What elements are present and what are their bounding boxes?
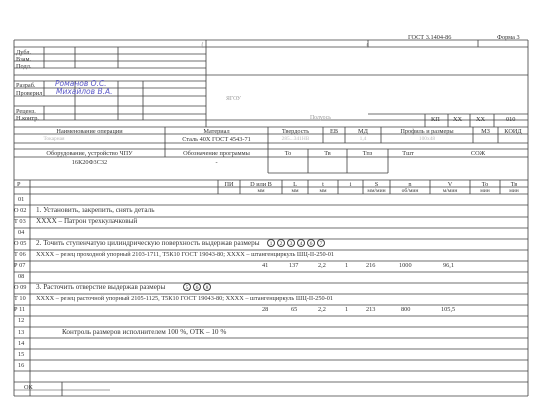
dimension-circle: 3 bbox=[287, 239, 295, 247]
r07-t: 2,2 bbox=[318, 262, 326, 269]
row-code: О 02 bbox=[14, 207, 27, 214]
r07-v: 96,1 bbox=[443, 262, 455, 269]
row-text: ХХХХ – Патрон трехкулачковый bbox=[36, 217, 138, 225]
profile-value: 100х48 bbox=[418, 136, 436, 142]
r11-d: 65 bbox=[291, 306, 298, 313]
mode-t: t bbox=[322, 181, 324, 188]
col-tverdost: Твердость bbox=[281, 128, 310, 135]
r07-n: 1000 bbox=[399, 262, 412, 269]
row-text: 1. Установить, закрепить, снять деталь bbox=[36, 206, 155, 214]
col-tv: Тв bbox=[324, 150, 331, 157]
r11-t: 2,2 bbox=[318, 306, 326, 313]
row-code: 16 bbox=[18, 362, 25, 369]
row-code: 12 bbox=[18, 317, 25, 324]
col-tpz: Тпз bbox=[362, 150, 373, 157]
row-code: 04 bbox=[18, 229, 25, 236]
recenz-label: Реценз. bbox=[16, 108, 36, 115]
unit-d: мм bbox=[257, 188, 265, 194]
mode-tv: Тв bbox=[510, 181, 518, 188]
vzam-label: Взам. bbox=[16, 56, 32, 63]
proveril-label: Проверил bbox=[16, 90, 43, 97]
r11-l: 28 bbox=[262, 306, 269, 313]
gost-form-number: ГОСТ 3.1404-86 bbox=[408, 34, 452, 41]
col-equipment: Оборудование, устройство ЧПУ bbox=[46, 150, 133, 157]
dimension-circle: 5 bbox=[183, 283, 191, 291]
dimension-circle: 7 bbox=[317, 239, 325, 247]
mode-l: L bbox=[293, 181, 297, 188]
row-text: ХХХХ – резец расточной упорный 2105-1125, Т5К10 ГОСТ 19043-80; ХХХХ – штангенциркуль ШЦ-II-250-01 bbox=[36, 295, 334, 302]
unit-to: мин bbox=[480, 188, 490, 194]
col-to: То bbox=[284, 150, 292, 157]
mode-p: Р bbox=[17, 181, 21, 188]
r07-i: 1 bbox=[345, 262, 349, 269]
row-text: Контроль размеров исполнителем 100 %, ОТК – 10 % bbox=[62, 328, 227, 336]
dimension-circle: 2 bbox=[277, 239, 285, 247]
row-code: 13 bbox=[18, 329, 25, 336]
razrab-label: Разраб. bbox=[16, 82, 36, 89]
r11-s: 213 bbox=[366, 306, 376, 313]
row-text: 3. Расточить отверстие выдержав размеры bbox=[36, 283, 166, 291]
col-ev: ЕВ bbox=[329, 128, 339, 135]
podl-label: Подл. bbox=[16, 63, 32, 70]
md-value: 1,4 bbox=[359, 136, 367, 142]
row-text: 2. Точить ступенчатую цилиндрическую поверхность выдержав размеры bbox=[36, 239, 260, 247]
razrab-signature: Романов О.С. bbox=[55, 79, 107, 88]
dimension-circle: 6 bbox=[307, 239, 315, 247]
r07-s: 216 bbox=[366, 262, 376, 269]
col-md: МД bbox=[358, 128, 368, 135]
row-code: 15 bbox=[18, 351, 25, 358]
r11-i: 1 bbox=[345, 306, 349, 313]
row-code: Т 06 bbox=[14, 251, 26, 258]
row-code: Р 11 bbox=[14, 306, 26, 313]
kp-cell-4: 010 bbox=[506, 116, 516, 123]
dimension-circle: 6 bbox=[193, 283, 201, 291]
dubl-label: Дубл. bbox=[16, 49, 32, 56]
r11-v: 105,5 bbox=[441, 306, 456, 313]
row-code: О 05 bbox=[14, 240, 27, 247]
mode-n: n bbox=[408, 181, 412, 188]
mode-to: То bbox=[481, 181, 489, 188]
row-code: Р 07 bbox=[14, 262, 26, 269]
dimension-circle: 8 bbox=[203, 283, 211, 291]
col-program: Обозначение программы bbox=[183, 150, 250, 157]
mode-i: i bbox=[349, 181, 352, 188]
unit-v: м/мин bbox=[442, 188, 458, 194]
r07-l: 41 bbox=[262, 262, 269, 269]
org-stamp: ЯГОУ bbox=[226, 96, 242, 102]
col-koid: КОИД bbox=[504, 128, 522, 135]
kp-cell-1: КП bbox=[431, 116, 440, 123]
nkontr-label: Н.контр. bbox=[16, 115, 39, 122]
unit-s: мм/мин bbox=[367, 188, 386, 194]
proveril-signature: Михайлов В.А. bbox=[56, 87, 113, 96]
col-mz: МЗ bbox=[481, 128, 490, 135]
mode-v: V bbox=[447, 181, 453, 188]
tverdost-value: 285...341НВ bbox=[281, 136, 310, 142]
r07-d: 137 bbox=[289, 262, 299, 269]
dimension-circle: 1 bbox=[267, 239, 275, 247]
col-material: Материал bbox=[203, 128, 230, 135]
row-code: Т 10 bbox=[14, 295, 26, 302]
row-text: ХХХХ – резец проходной упорный 2103-1711, Т5К10 ГОСТ 19043-80; ХХХХ – штангенциркуль ШЦ-II-250-01 bbox=[36, 251, 335, 258]
col-profile: Профиль и размеры bbox=[400, 128, 454, 135]
col-sozh: СОЖ bbox=[470, 150, 486, 157]
r11-n: 800 bbox=[401, 306, 411, 313]
col-tsht: Тшт bbox=[402, 150, 414, 157]
kp-cell-2: XX bbox=[453, 116, 463, 123]
mode-pi: ПИ bbox=[224, 181, 234, 188]
col-oper-name: Наименование операции bbox=[56, 128, 123, 135]
program-value: - bbox=[215, 159, 218, 166]
row-code: 01 bbox=[18, 196, 25, 203]
row-code: 14 bbox=[18, 340, 25, 347]
oper-name-value: Токарная bbox=[43, 136, 65, 142]
unit-t: мм bbox=[319, 188, 327, 194]
unit-tv: мин bbox=[509, 188, 519, 194]
forma-label: Форма 3 bbox=[497, 34, 520, 41]
row-code: 08 bbox=[18, 273, 25, 280]
ok-label: ОК bbox=[24, 384, 33, 391]
unit-n: об/мин bbox=[401, 188, 419, 194]
unit-l: мм bbox=[291, 188, 299, 194]
dimension-circle: 4 bbox=[297, 239, 305, 247]
equipment-value: 16К20Ф3С32 bbox=[71, 159, 108, 166]
row-code: Т 03 bbox=[14, 218, 26, 225]
row-code: О 09 bbox=[14, 284, 27, 291]
material-value: Сталь 40Х ГОСТ 4543-71 bbox=[182, 136, 251, 143]
kp-cell-3: XX bbox=[476, 116, 486, 123]
mode-d: D или В bbox=[250, 181, 272, 188]
detail-name: Полуось bbox=[310, 115, 331, 121]
mode-s: S bbox=[374, 181, 379, 188]
